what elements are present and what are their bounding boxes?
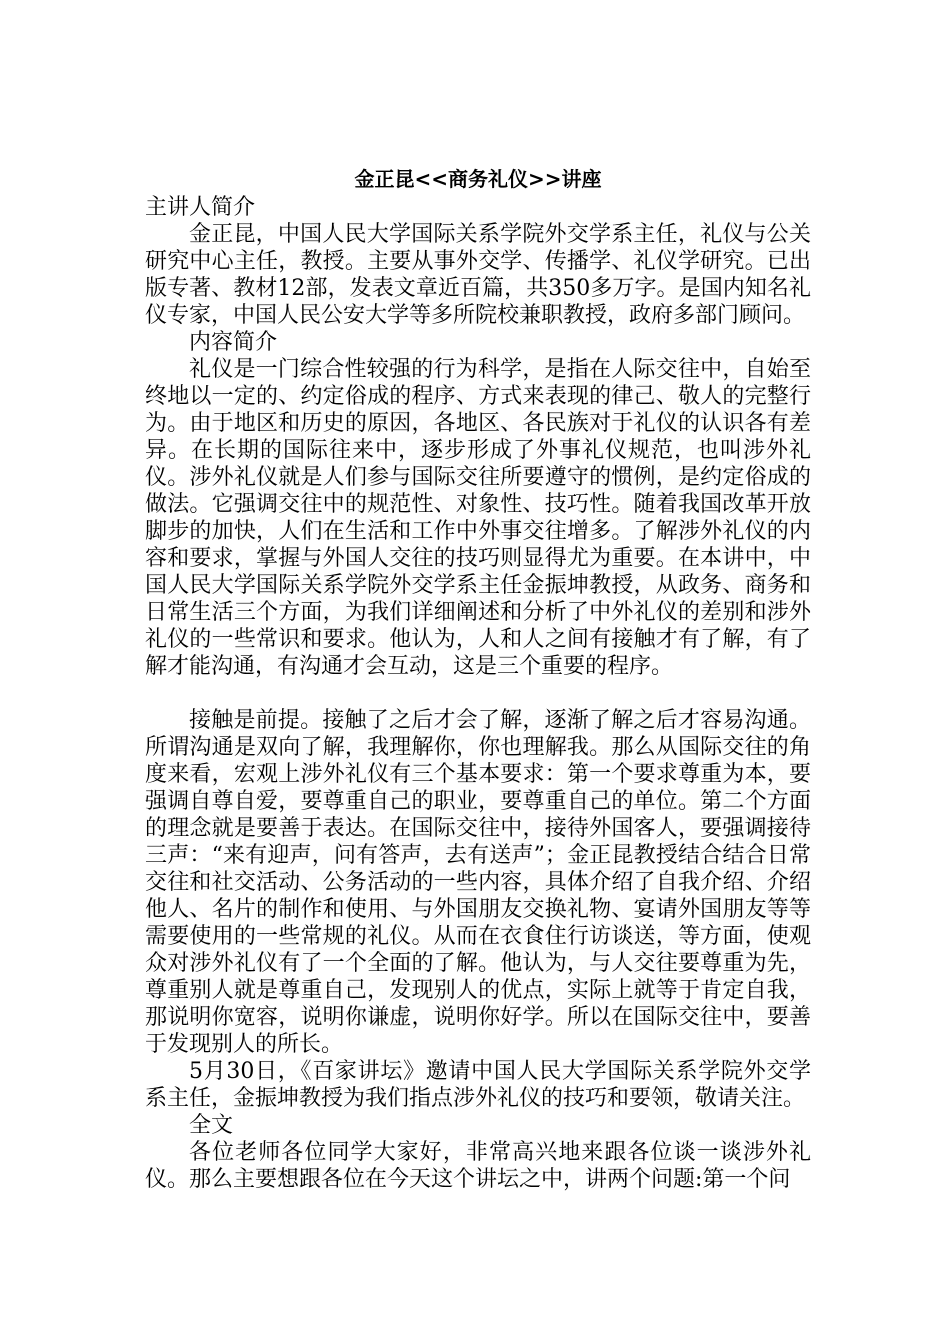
document-body [145, 194, 811, 1193]
document-title: 金正昆<<商务礼仪>>讲座 [354, 167, 602, 191]
paragraph: 内容简介 [189, 330, 278, 355]
paragraph: 各位老师各位同学大家好，非常高兴地来跟各位谈一谈涉外礼仪。那么主要想跟各位在今天这个讲坛之中，讲两个问题:第一个问 [145, 1140, 811, 1192]
paragraph: 金正昆，中国人民大学国际关系学院外交学系主任，礼仪与公关研究中心主任，教授。主要从事外交学、传播学、礼仪学研究。已出版专著、教材12部，发表文章近百篇，共350多万字。是国内知名礼仪专家，中国人民公安大学等多所院校兼职教授，政府多部门顾问。 [145, 222, 811, 328]
paragraph: 礼仪是一门综合性较强的行为科学，是指在人际交往中，自始至终地以一定的、约定俗成的程序、方式来表现的律己、敬人的完整行为。由于地区和历史的原因，各地区、各民族对于礼仪的认识各有差异。在长期的国际往来中，逐步形成了外事礼仪规范，也叫涉外礼仪。涉外礼仪就是人们参与国际交往所要遵守的惯例，是约定俗成的做法。它强调交往中的规范性、对象性、技巧性。随着我国改革开放脚步的加快，人们在生活和工作中外事交往增多。了解涉外礼仪的内容和要求，掌握与外国人交往的技巧则显得尤为重要。在本讲中，中国人民大学国际关系学院外交学系主任金振坤教授，从政务、商务和日常生活三个方面，为我们详细阐述和分析了中外礼仪的差别和涉外礼仪的一些常识和要求。他认为，人和人之间有接触才有了解，有了解才能沟通，有沟通才会互动，这是三个重要的程序。 [145, 357, 811, 679]
paragraph: 接触是前提。接触了之后才会了解，逐渐了解之后才容易沟通。所谓沟通是双向了解，我理解你，你也理解我。那么从国际交往的角度来看，宏观上涉外礼仪有三个基本要求：第一个要求尊重为本，要强调自尊自爱，要尊重自己的职业，要尊重自己的单位。第二个方面的理念就是要善于表达。在国际交往中，接待外国客人，要强调接待三声：“来有迎声，问有答声，去有送声”；金正昆教授结合结合日常交往和社交活动、公务活动的一些内容，具体介绍了自我介绍、介绍他人、名片的制作和使用、与外国朋友交换礼物、宴请外国朋友等等需要使用的一些常规的礼仪。从而在衣食住行访谈送，等方面，使观众对涉外礼仪有了一个全面的了解。他认为，与人交往要尊重为先，尊重别人就是尊重自己，发现别人的优点，实际上就等于肯定自我，那说明你宽容，说明你谦虚，说明你好学。所以在国际交往中，要善于发现别人的所长。 [145, 708, 811, 1057]
paragraph: 全文 [189, 1113, 234, 1138]
paragraph: 主讲人简介 [145, 195, 256, 220]
paragraph: 5月30日，《百家讲坛》邀请中国人民大学国际关系学院外交学系主任，金振坤教授为我们指点涉外礼仪的技巧和要领，敬请关注。 [145, 1059, 811, 1111]
blank-line [145, 680, 811, 707]
document-page [145, 164, 811, 1193]
